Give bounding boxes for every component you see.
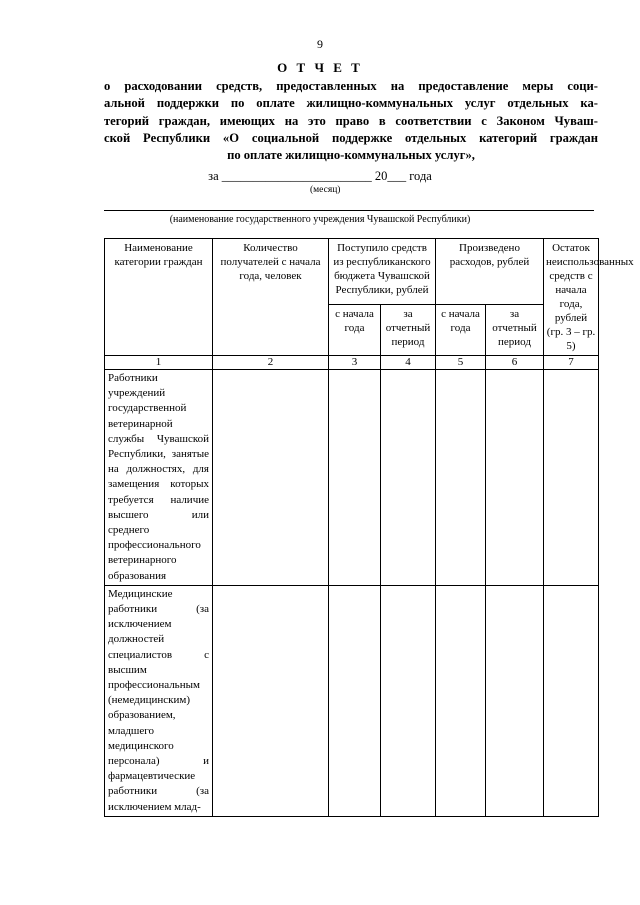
column-number: 4	[381, 356, 436, 370]
header-received: Поступило средств из республиканского бюджета Чувашской Республики, рублей	[329, 239, 436, 305]
document-title: О Т Ч Е Т	[277, 60, 363, 75]
category-cell: Работники учреждений государственной ветеринарной службы Чувашской Республики, занятые на должностях, для замещения которых требуется наличие высшего или среднего профессионального ветеринарного образования	[105, 370, 213, 586]
heading-line: альной поддержки по оплате жилищно-коммунальных услуг отдельных ка-	[104, 96, 598, 111]
column-number-row	[105, 356, 599, 370]
heading-line: по оплате жилищно-коммунальных услуг»,	[227, 148, 475, 163]
subheader-reporting: за отчетный период	[486, 305, 544, 356]
subheader-reporting: за отчетный период	[381, 305, 436, 356]
spent-period-cell	[486, 585, 544, 816]
institution-note: (наименование государственного учреждения Чувашской Республики)	[169, 214, 471, 225]
column-number: 6	[486, 356, 544, 370]
received-start-cell	[329, 370, 381, 586]
spent-start-cell	[436, 585, 486, 816]
balance-cell	[544, 585, 599, 816]
column-number: 2	[213, 356, 329, 370]
report-table	[104, 238, 634, 817]
subheader-from-start: с начала года	[436, 305, 486, 356]
received-start-cell	[329, 585, 381, 816]
recipients-cell	[213, 370, 329, 586]
category-cell: Медицинские работники (за исключением должностей специалистов с высшим профессиональным (немедицинским) образованием, младшего медицинского персонала) и фармацевтические работники (за исключением млад-	[105, 585, 213, 816]
header-category: Наименование категории граждан	[105, 239, 213, 356]
heading-line: ской Республики «О социальной поддержке отдельных категорий граждан	[104, 130, 598, 145]
received-period-cell	[381, 370, 436, 586]
page-number: 9	[317, 37, 323, 51]
report-heading	[104, 78, 598, 164]
table-row	[105, 585, 599, 816]
balance-cell	[544, 370, 599, 586]
header-spent: Произведено расходов, рублей	[436, 239, 544, 305]
recipients-cell	[213, 585, 329, 816]
header-recipients: Количество получателей с начала года, человек	[213, 239, 329, 356]
column-number: 5	[436, 356, 486, 370]
institution-rule	[104, 210, 594, 211]
period-note: (месяц)	[310, 185, 341, 195]
heading-line: тегорий граждан, имеющих на это право в соответствии с Законом Чуваш-	[104, 113, 598, 128]
heading-line: о расходовании средств, предоставленных на предоставление меры соци-	[104, 79, 598, 93]
header-balance: Остаток неиспользованных средств с начала года, рублей (гр. 3 – гр. 5)	[544, 239, 599, 356]
table-row	[105, 370, 599, 586]
column-number: 3	[329, 356, 381, 370]
column-number: 7	[544, 356, 599, 370]
received-period-cell	[381, 585, 436, 816]
period-line: за ________________________ 20___ года	[208, 169, 432, 183]
column-number: 1	[105, 356, 213, 370]
spent-period-cell	[486, 370, 544, 586]
spent-start-cell	[436, 370, 486, 586]
subheader-from-start: с начала года	[329, 305, 381, 356]
